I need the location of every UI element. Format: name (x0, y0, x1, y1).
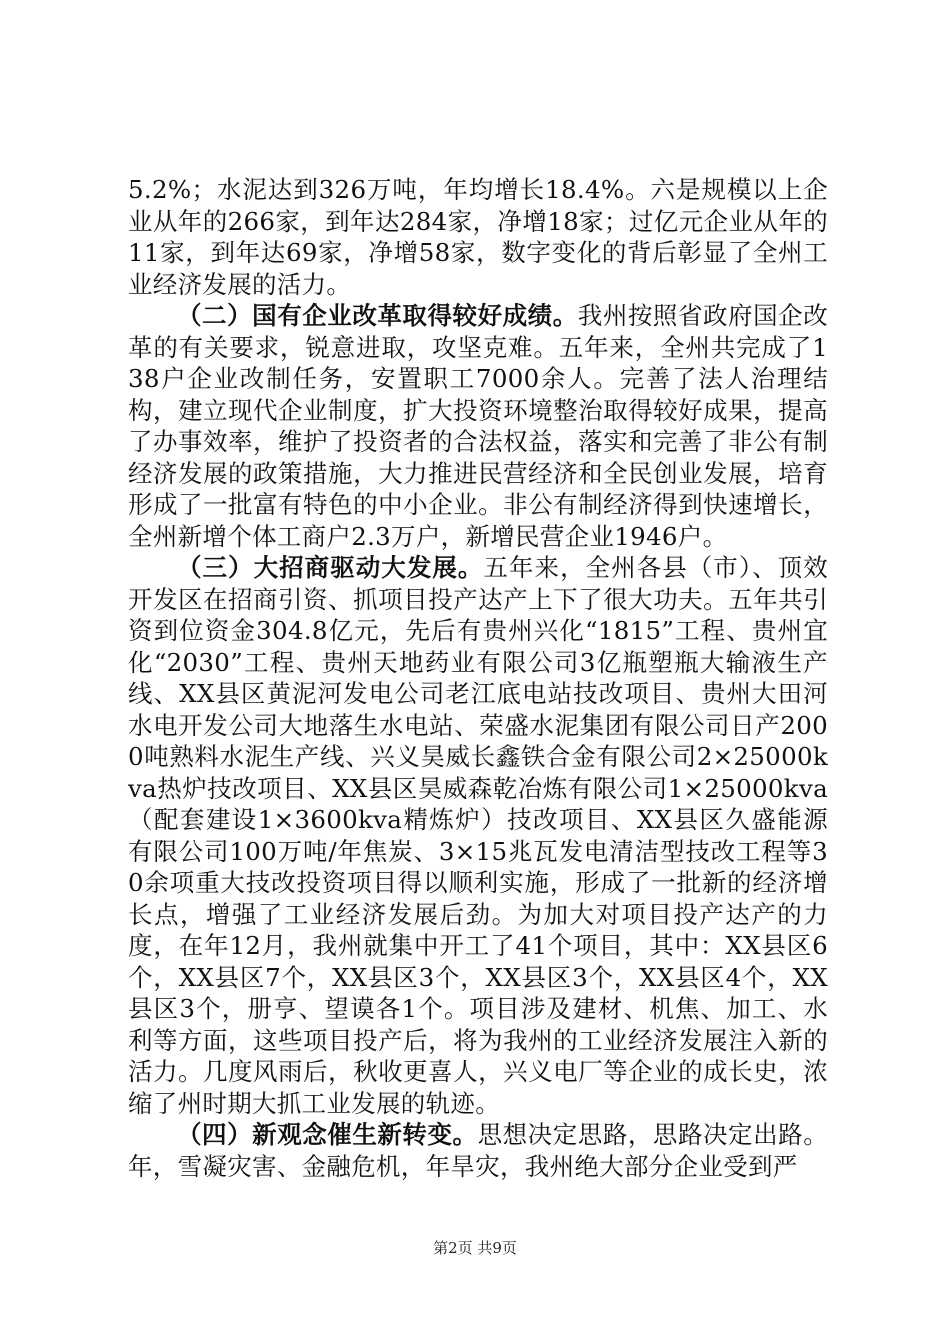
paragraph-new-concepts (128, 1119, 828, 1182)
paragraph-output-growth (128, 174, 828, 300)
page-number-footer: 第2页 共9页 (433, 1239, 517, 1257)
section-heading-new-concepts: （四）新观念催生新转变。 (177, 1120, 478, 1149)
paragraph-text: 五年来，全州各县（市）、顶效开发区在招商引资、抓项目投产达产上下了很大功夫。五年共引资到位资金304.8亿元，先后有贵州兴化“1815”工程、贵州宜化“2030”工程、贵州天地药业有限公司3亿瓶塑瓶大输液生产线、XX县区黄泥河发电公司老江底电站技改项目、贵州大田河水电开发公司大地落生水电站、荣盛水泥集团有限公司日产2000吨熟料水泥生产线、兴义昊威长鑫铁合金有限公司2×25000kva热炉技改项目、XX县区昊威森乾冶炼有限公司1×25000kva（配套建设1×3600kva精炼炉）技改项目、XX县区久盛能源有限公司100万吨/年焦炭、3×15兆瓦发电清洁型技改工程等30余项重大技改投资项目得以顺利实施，形成了一批新的经济增长点，增强了工业经济发展后劲。为加大对项目投产达产的力度，在年12月，我州就集中开工了41个项目，其中：XX县区6个，XX县区7个，XX县区3个，XX县区3个，XX县区4个，XX县区3个，册亨、望谟各1个。项目涉及建材、机焦、加工、水利等方面，这些项目投产后，将为我州的工业经济发展注入新的活力。几度风雨后，秋收更喜人，兴义电厂等企业的成长史，浓缩了州时期大抓工业发展的轨迹。 (128, 553, 828, 1118)
paragraph-soe-reform (128, 300, 828, 552)
paragraph-text: 5.2%；水泥达到326万吨，年均增长18.4%。六是规模以上企业从年的266家，到年达284家，净增18家；过亿元企业从年的11家，到年达69家，净增58家，数字变化的背后彰显了全州工业经济发展的活力。 (128, 175, 828, 299)
section-heading-soe-reform: （二）国有企业改革取得较好成绩。 (177, 301, 578, 330)
paragraph-text: 思想决定思路，思路决定出路。年，雪凝灾害、金融危机，年旱灾，我州绝大部分企业受到严 (128, 1120, 828, 1181)
document-body (128, 174, 828, 1182)
section-heading-investment-attraction: （三）大招商驱动大发展。 (177, 553, 484, 582)
paragraph-text: 我州按照省政府国企改革的有关要求，锐意进取，攻坚克难。五年来，全州共完成了138户企业改制任务，安置职工7000余人。完善了法人治理结构，建立现代企业制度，扩大投资环境整治取得较好成果，提高了办事效率，维护了投资者的合法权益，落实和完善了非公有制经济发展的政策措施，大力推进民营经济和全民创业发展，培育形成了一批富有特色的中小企业。非公有制经济得到快速增长，全州新增个体工商户2.3万户，新增民营企业1946户。 (128, 301, 828, 551)
paragraph-investment-attraction (128, 552, 828, 1119)
